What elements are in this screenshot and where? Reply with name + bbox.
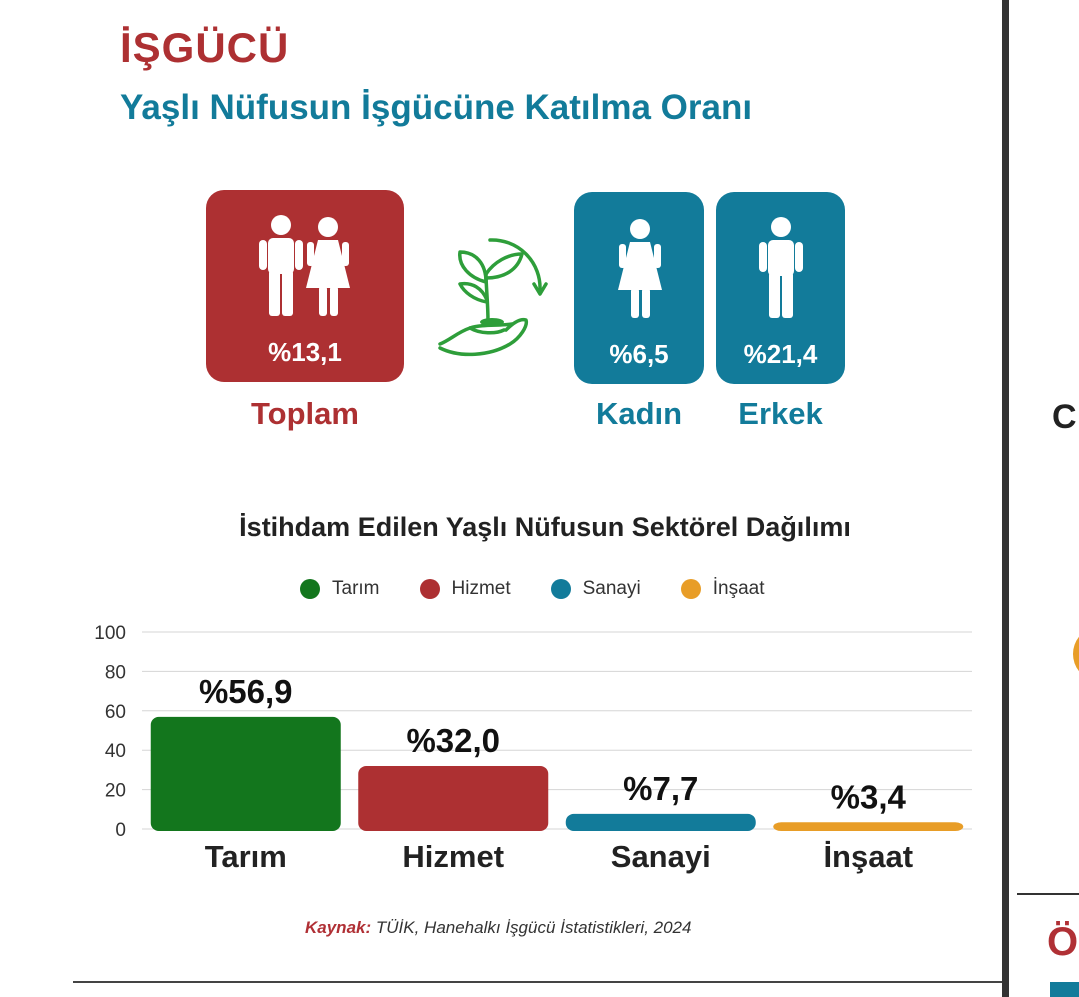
data-label-3: %3,4 bbox=[830, 778, 906, 816]
legend-item-tarim bbox=[300, 578, 380, 600]
right-panel-orange-shape bbox=[1073, 630, 1079, 678]
bar-2 bbox=[566, 814, 756, 831]
male-card bbox=[716, 192, 845, 384]
woman-icon bbox=[610, 216, 670, 326]
source-label: Kaynak: bbox=[305, 918, 372, 937]
right-panel-blue-fragment bbox=[1050, 982, 1079, 997]
legend-label-sanayi: Sanayi bbox=[582, 578, 641, 599]
legend-dot-hizmet bbox=[420, 579, 440, 599]
bar-3 bbox=[773, 822, 963, 831]
legend-dot-tarim bbox=[300, 579, 320, 599]
right-panel-fragment-o: Ö bbox=[1047, 920, 1079, 964]
source-note bbox=[305, 918, 691, 938]
y-tick-label-0: 0 bbox=[115, 820, 126, 841]
bar-1 bbox=[358, 766, 548, 831]
vertical-divider bbox=[1002, 0, 1009, 997]
right-panel-divider bbox=[1017, 893, 1079, 895]
right-panel-fragment-c: C bbox=[1052, 398, 1077, 436]
legend-dot-insaat bbox=[681, 579, 701, 599]
source-text: TÜİK, Hanehalkı İşgücü İstatistikleri, 2024 bbox=[375, 918, 692, 937]
bar-0 bbox=[151, 717, 341, 831]
chart-title: İstihdam Edilen Yaşlı Nüfusun Sektörel Dağılımı bbox=[239, 512, 851, 542]
chart-legend bbox=[300, 578, 765, 600]
legend-item-hizmet bbox=[420, 578, 511, 600]
data-label-1: %32,0 bbox=[406, 721, 501, 759]
page-title: İŞGÜCÜ bbox=[120, 24, 290, 71]
y-tick-label-100: 100 bbox=[94, 623, 126, 644]
legend-label-tarim: Tarım bbox=[332, 578, 380, 599]
legend-item-insaat bbox=[681, 578, 765, 600]
legend-label-insaat: İnşaat bbox=[712, 578, 765, 599]
category-label-2: Sanayi bbox=[610, 839, 711, 874]
data-label-2: %7,7 bbox=[623, 769, 699, 807]
legend-label-hizmet: Hizmet bbox=[451, 578, 511, 599]
page-subtitle: Yaşlı Nüfusun İşgücüne Katılma Oranı bbox=[120, 88, 753, 127]
sector-bar-chart bbox=[0, 610, 1000, 900]
total-label: Toplam bbox=[251, 396, 359, 431]
man-icon bbox=[751, 216, 811, 326]
total-card bbox=[206, 190, 404, 382]
category-label-1: Hizmet bbox=[402, 839, 505, 874]
data-label-0: %56,9 bbox=[198, 672, 293, 710]
male-label: Erkek bbox=[738, 396, 823, 431]
legend-item-sanayi bbox=[551, 578, 641, 600]
bottom-divider bbox=[73, 981, 1003, 983]
y-tick-label-80: 80 bbox=[104, 662, 126, 684]
y-tick-label-60: 60 bbox=[104, 701, 126, 723]
total-value: %13,1 bbox=[268, 337, 342, 367]
man-woman-icon bbox=[246, 214, 366, 324]
plant-in-hand-icon bbox=[430, 222, 550, 362]
male-value: %21,4 bbox=[743, 339, 818, 369]
female-label: Kadın bbox=[595, 396, 683, 431]
legend-dot-sanayi bbox=[551, 579, 571, 599]
category-label-0: Tarım bbox=[204, 839, 287, 874]
female-card bbox=[574, 192, 704, 384]
y-tick-label-40: 40 bbox=[104, 741, 126, 763]
category-label-3: İnşaat bbox=[823, 839, 914, 874]
y-tick-label-20: 20 bbox=[104, 780, 126, 802]
female-value: %6,5 bbox=[609, 339, 669, 369]
